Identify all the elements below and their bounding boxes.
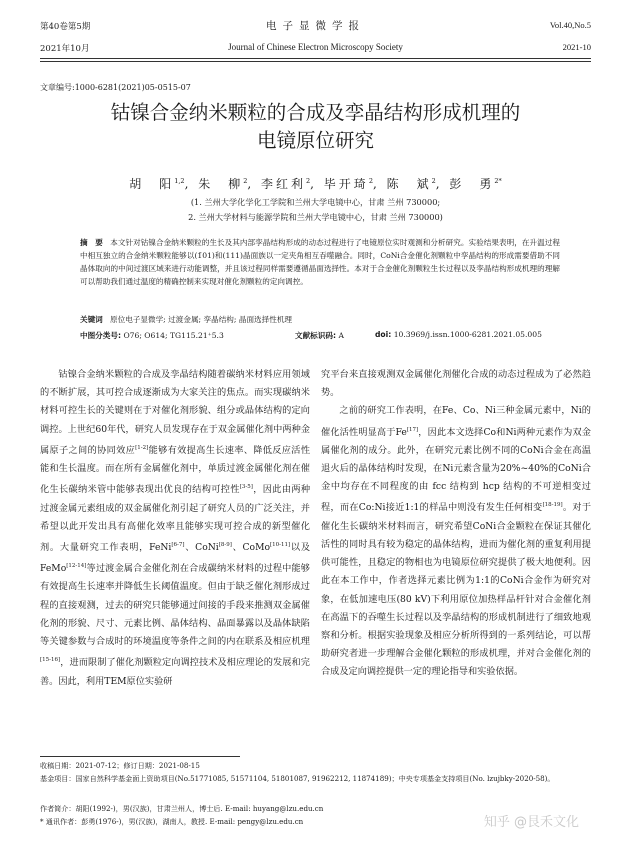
author-name: 毕开琦 <box>323 177 369 191</box>
affiliation-2: 2. 兰州大学材料与能源学院和兰州大学电镜中心，甘肃 兰州 730000) <box>188 212 443 222</box>
body-paragraph: 钴镍合金纳米颗粒的合成及孪晶结构随着碳纳米材料应用领域的不断扩展，其可控合成逐渐成为大家关注的焦点。而实现碳纳米材料可控生长的关键则在于对催化剂形貌、组分或晶体结构的定向调控。上世纪60年代，研究人员发现存在于双金属催化剂中两种金属原子之间的协同效应[1-2]能够有效提高生长速率、降低反应活性能和生长温度。而在所有金属催化剂中，单质过渡金属催化剂在催化生长碳纳米管中能够表现出优良的结构可控性[3-5]，因此由两种过渡金属元素组成的双金属催化剂引起了研究人员的广泛关注，并希望以此开发出具有高催化效率且能够实现可控合成的新型催化剂。大量研究工作表明，FeNi[6-7]、CoNi[8-9]、CoMo[10-11]以及 FeMo[12-14]等过渡金属合金催化剂在合成碳纳米材料的过程中能够有效提高生长速率并降低生长阈值温度。但由于缺乏催化剂形成过程的直接观测，过去的研究只能够通过间接的手段来推测双金属催化剂的形貌、尺寸、元素比例、晶体结构、晶面暴露以及晶体缺陷等关键参数与合成时的环境温度等条件之间的内在联系及相应机理[15-16]，进而限制了催化剂颗粒定向调控技术及相应理论的发展和完善。因此，利用TEM原位实验研 <box>40 369 311 687</box>
footnote-received: 收稿日期：2021-07-12；修订日期：2021-08-15 <box>40 761 200 770</box>
journal-volume-cn: 第40卷第5期 <box>40 22 91 32</box>
journal-date-en: 2021-10 <box>562 42 591 52</box>
abstract-text: 本文针对钴镍合金纳米颗粒的生长及其内部孪晶结构形成的动态过程进行了电镜原位实时观测和分析研究。实验结果表明，在升温过程中相互独立的合金纳米颗粒能够以(1̄01)和(111)晶面族以一定夹角相互吞噬融合。同时，CoNi合金催化剂颗粒中孪晶结构的形成需要借助不同晶体取向的中间过渡区域来进行动能调整，并且该过程同样需要遵循晶面选择性。本对于合金催化剂颗粒生长过程以及孪晶结构形成机理的理解可以帮助我们通过温度的精确控制来实现对催化剂颗粒的定向调控。 <box>80 238 560 287</box>
doi: doi: 10.3969/j.issn.1000-6281.2021.05.005 <box>375 330 542 339</box>
keywords-label: 关键词 <box>80 315 103 324</box>
footnote-fund: 基金项目：国家自然科学基金面上资助项目(No.51771085, 51571104, 51801087, 91962212, 11874189)；中央专项基金支持项目(No. lzujbky-2020-58)。 <box>40 774 555 783</box>
author-name: 李红利 <box>261 177 307 191</box>
author-name: 胡 阳 <box>129 177 175 191</box>
journal-name-cn: 电子显微学报 <box>266 20 365 32</box>
clc-number: 中图分类号: O76; O614; TG115.21⁺5.3 <box>80 331 224 340</box>
journal-name-en: Journal of Chinese Electron Microscopy Society <box>228 42 403 52</box>
body-column-right <box>321 366 591 682</box>
keywords <box>80 314 292 325</box>
watermark-text: 知乎 @艮禾文化 <box>483 815 579 830</box>
author-name: 陈 斌 <box>386 177 432 191</box>
footnote-corresponding: * 通讯作者：彭勇(1976-)，男(汉族)，湖南人，教授. E-mail: pengy@lzu.edu.cn <box>40 817 304 826</box>
header-rule-thin <box>40 61 591 62</box>
paper-title-line2: 电镜原位研究 <box>256 129 374 152</box>
footnote-author-intro: 作者简介：胡阳(1992-)，男(汉族)，甘肃兰州人，博士后. E-mail: huyang@lzu.edu.cn <box>40 804 324 813</box>
article-number: 文章编号:1000-6281(2021)05-0515-07 <box>40 83 191 92</box>
author-list: 胡 阳$^{1,2}$, 朱 柳$^2$, 李红利$^2$, 毕开琦$^2$, 陈 斌$^2$, 彭 勇$^{2*}$ <box>129 177 502 191</box>
abstract <box>80 236 560 288</box>
keywords-text: 原位电子显微学; 过渡金属; 孪晶结构; 晶面选择性机理 <box>110 315 293 324</box>
body-column-left <box>40 366 310 691</box>
abstract-label: 摘 要 <box>80 238 103 247</box>
document-code: 文献标识码: A <box>295 331 344 340</box>
body-paragraph: 究平台来直接观测双金属催化剂催化合成的动态过程成为了必然趋势。 <box>321 369 591 399</box>
header-rule <box>40 58 591 59</box>
journal-date-cn: 2021年10月 <box>40 44 90 54</box>
body-paragraph: 之前的研究工作表明，在Fe、Co、Ni三种金属元素中，Ni的催化活性明显高于Fe[17]，因此本文选择Co和Ni两种元素作为双金属催化剂的成分。此外，在研究元素比例不同的CoNi合金在高温退火后的晶体结构时发现，在Ni元素含量为20%~40%的CoNi合金中均存在不同程度的由 fcc 结构到 hcp 结构的不可逆相变过程，而在Co:Ni接近1:1的样品中则没有发生任何相变[18-19]。对于催化生长碳纳米材料而言，研究希望CoNi合金颗粒在保证其催化活性的同时具有较为稳定的晶体结构，进而为催化剂的重复利用提供可能性，且稳定的物相也为电镜原位研究提供了极大地便利。因此在本工作中，作者选择元素比例为1:1的CoNi合金作为研究对象，在低加速电压(80 kV)下利用原位加热样品杆针对合金催化剂在高温下的吞噬生长过程以及孪晶结构的形成机制进行了细致地观察和分析。根据实验现象及相应分析所得到的一系列结论，可以帮助研究者进一步理解合金催化颗粒的形成机理，并对合金催化剂的合成及定向调控提供一定的理论指导和实验依据。 <box>321 405 592 678</box>
footnote-rule <box>40 756 240 757</box>
author-name: 彭 勇 <box>449 177 495 191</box>
paper-title-line1: 钴镍合金纳米颗粒的合成及孪晶结构形成机理的 <box>110 101 521 124</box>
watermark <box>484 811 579 830</box>
author-name: 朱 柳 <box>198 177 244 191</box>
journal-volume-en: Vol.40,No.5 <box>549 20 591 30</box>
affiliation-1: (1. 兰州大学化学化工学院和兰州大学电镜中心，甘肃 兰州 730000; <box>190 197 441 207</box>
